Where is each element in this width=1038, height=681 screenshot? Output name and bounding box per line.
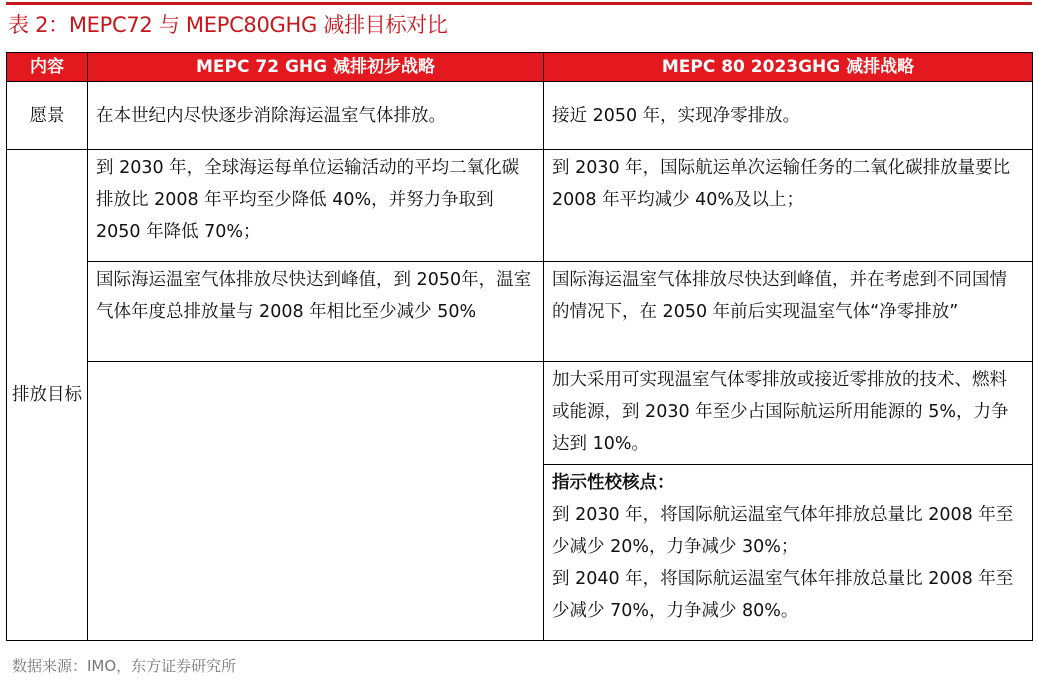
header-content: 内容: [7, 53, 88, 82]
header-row: [7, 53, 1033, 82]
emission-mepc80: 到 2030 年，国际航运单次运输任务的二氧化碳排放量要比 2008 年平均减少 40%及以上；: [544, 150, 1033, 262]
checkpoint-item: 到 2040 年，将国际航运温室气体年排放总量比 2008 年至少减少 70%，力争减少 80%。: [552, 569, 1014, 621]
checkpoints-cell: [544, 465, 1033, 641]
table-row: [7, 362, 1033, 465]
table-row: [7, 150, 1033, 262]
row-label-vision: 愿景: [7, 82, 88, 150]
title-rule: [6, 2, 1032, 5]
comparison-table: [6, 52, 1033, 641]
empty-cell: [88, 362, 544, 641]
source-note: 数据来源：IMO，东方证券研究所: [12, 657, 237, 675]
checkpoint-item: 到 2030 年，将国际航运温室气体年排放总量比 2008 年至少减少 20%，力争减少 30%；: [552, 505, 1014, 557]
emission-mepc80: 国际海运温室气体排放尽快达到峰值，并在考虑到不同国情的情况下，在 2050 年前后实现温室气体“净零排放”: [544, 262, 1033, 362]
header-mepc72: MEPC 72 GHG 减排初步战略: [88, 53, 544, 82]
header-mepc80: MEPC 80 2023GHG 减排战略: [544, 53, 1033, 82]
emission-mepc80: 加大采用可实现温室气体零排放或接近零排放的技术、燃料或能源，到 2030 年至少占国际航运所用能源的 5%，力争达到 10%。: [544, 362, 1033, 465]
table-row: [7, 262, 1033, 362]
table-row: [7, 82, 1033, 150]
vision-mepc72: 在本世纪内尽快逐步消除海运温室气体排放。: [88, 82, 544, 150]
checkpoints-heading: 指示性校核点：: [552, 473, 675, 493]
row-label-emissions: 排放目标: [7, 150, 88, 641]
table-title: 表 2：MEPC72 与 MEPC80GHG 减排目标对比: [8, 13, 448, 37]
emission-mepc72: 国际海运温室气体排放尽快达到峰值，到 2050年，温室气体年度总排放量与 2008 年相比至少减少 50%: [88, 262, 544, 362]
vision-mepc80: 接近 2050 年，实现净零排放。: [544, 82, 1033, 150]
emission-mepc72: 到 2030 年，全球海运每单位运输活动的平均二氧化碳排放比 2008 年平均至少降低 40%，并努力争取到 2050 年降低 70%；: [88, 150, 544, 262]
